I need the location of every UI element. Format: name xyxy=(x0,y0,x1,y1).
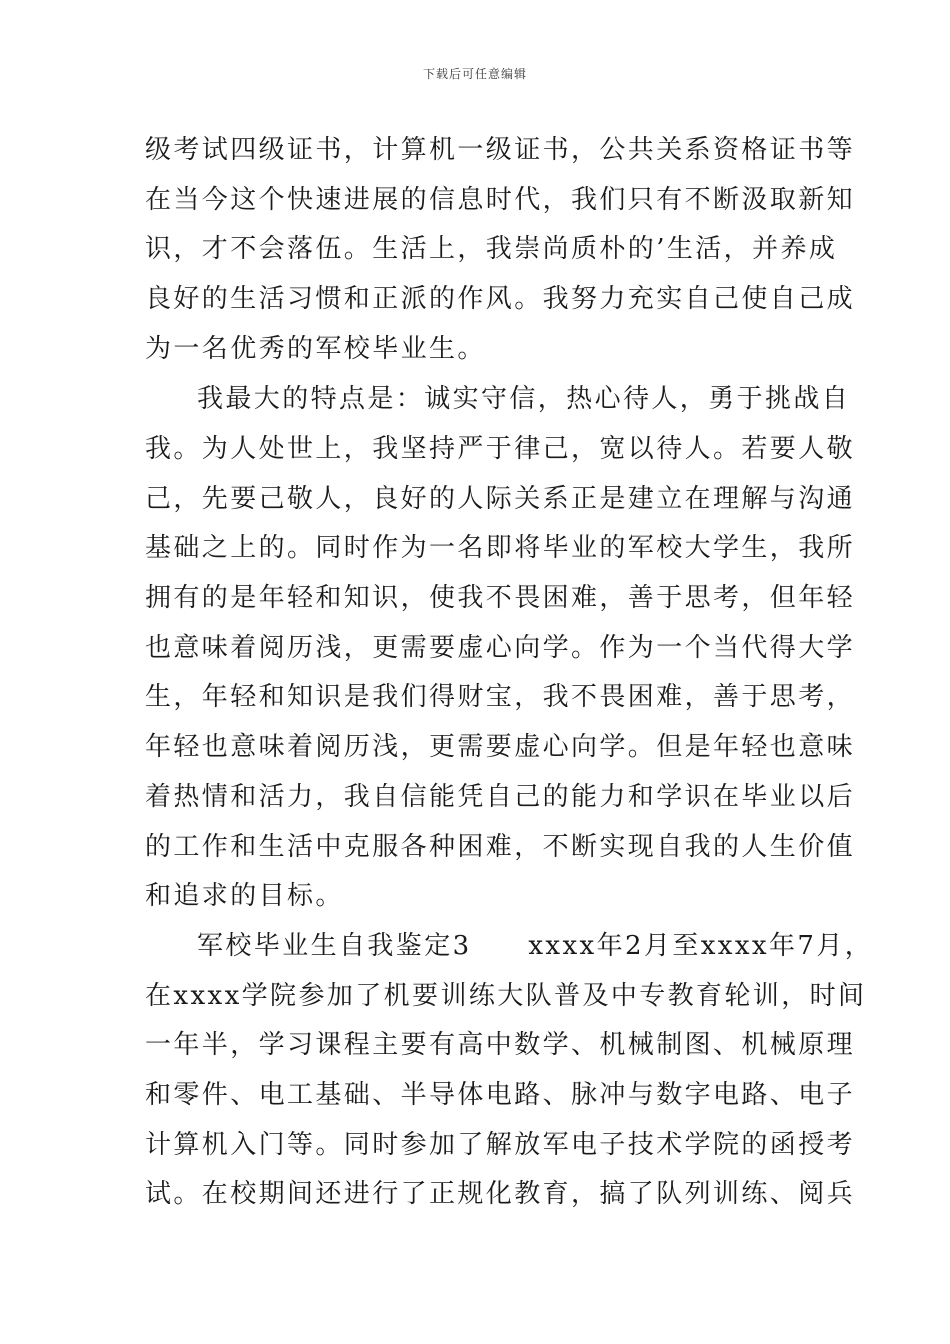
text-line: 和零件、电工基础、半导体电路、脉冲与数字电路、电子 xyxy=(145,1080,856,1110)
text-line: 的工作和生活中克服各种困难，不断实现自我的人生价值 xyxy=(145,832,856,862)
paragraph-first-line: 我最大的特点是：诚实守信，热心待人，勇于挑战自 xyxy=(197,384,851,414)
text-line: 计算机入门等。同时参加了解放军电子技术学院的函授考 xyxy=(145,1130,856,1160)
text-line: 识，才不会落伍。生活上，我崇尚质朴的’生活，并养成 xyxy=(145,234,838,264)
text-line: 一年半，学习课程主要有高中数学、机械制图、机械原理 xyxy=(145,1030,856,1060)
text-line: 拥有的是年轻和知识，使我不畏困难，善于思考，但年轻 xyxy=(145,583,856,613)
text-line: 为一名优秀的军校毕业生。 xyxy=(145,334,486,364)
paragraph-first-line: 军校毕业生自我鉴定3 xxxx年2月至xxxx年7月， xyxy=(197,931,874,961)
text-line: 在xxxx学院参加了机要训练大队普及中专教育轮训，时间 xyxy=(145,981,867,1011)
text-line: 和追求的目标。 xyxy=(145,881,344,911)
text-line: 基础之上的。同时作为一名即将毕业的军校大学生，我所 xyxy=(145,533,856,563)
text-line: 己，先要己敬人，良好的人际关系正是建立在理解与沟通 xyxy=(145,484,856,514)
text-line: 试。在校期间还进行了正规化教育，搞了队列训练、阅兵 xyxy=(145,1179,856,1209)
page-header: 下载后可任意编辑 xyxy=(422,67,527,81)
text-line: 生，年轻和知识是我们得财宝，我不畏困难，善于思考， xyxy=(145,682,856,712)
text-line: 着热情和活力，我自信能凭自己的能力和学识在毕业以后 xyxy=(145,782,856,812)
text-line: 我。为人处世上，我坚持严于律己，宽以待人。若要人敬 xyxy=(145,434,856,464)
text-line: 良好的生活习惯和正派的作风。我努力充实自己使自己成 xyxy=(145,284,856,314)
text-line: 也意味着阅历浅，更需要虚心向学。作为一个当代得大学 xyxy=(145,633,856,663)
text-line: 级考试四级证书，计算机一级证书，公共关系资格证书等 xyxy=(145,135,856,165)
text-line: 年轻也意味着阅历浅，更需要虚心向学。但是年轻也意味 xyxy=(145,732,856,762)
text-line: 在当今这个快速进展的信息时代，我们只有不断汲取新知 xyxy=(145,185,856,215)
